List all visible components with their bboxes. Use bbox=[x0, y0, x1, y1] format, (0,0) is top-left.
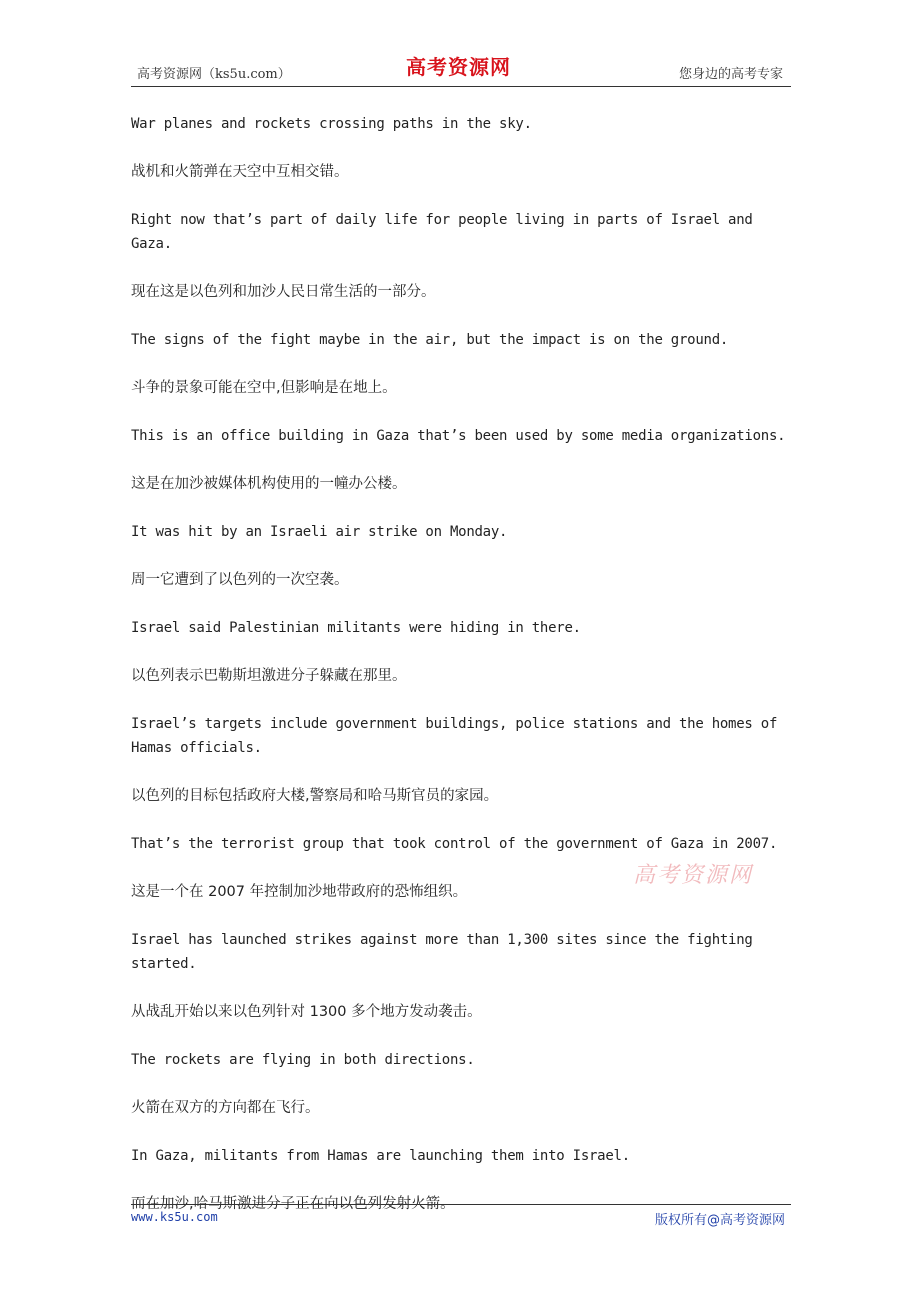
document-body bbox=[131, 112, 793, 1240]
line-zh: 这是在加沙被媒体机构使用的一幢办公楼。 bbox=[131, 476, 407, 492]
line-en: It was hit by an Israeli air strike on Monday. bbox=[131, 524, 508, 540]
line-en: Right now that’s part of daily life for people living in parts of Israel and Gaza. bbox=[131, 212, 753, 252]
line-en: War planes and rockets crossing paths in the sky. bbox=[131, 116, 532, 132]
page-header bbox=[131, 56, 791, 87]
line-en: Israel has launched strikes against more than 1,300 sites since the fighting started. bbox=[131, 932, 753, 972]
footer-website-link[interactable]: www.ks5u.com bbox=[131, 1210, 218, 1224]
line-zh: 斗争的景象可能在空中,但影响是在地上。 bbox=[131, 380, 397, 396]
line-zh: 战机和火箭弹在天空中互相交错。 bbox=[131, 164, 349, 180]
line-en: That’s the terrorist group that took control of the government of Gaza in 2007. bbox=[131, 836, 778, 852]
line-zh: 这是一个在 2007 年控制加沙地带政府的恐怖组织。 bbox=[131, 884, 468, 900]
line-zh: 现在这是以色列和加沙人民日常生活的一部分。 bbox=[131, 284, 436, 300]
line-en: Israel said Palestinian militants were hiding in there. bbox=[131, 620, 581, 636]
line-zh: 以色列表示巴勒斯坦激进分子躲藏在那里。 bbox=[131, 668, 407, 684]
header-logo: 高考资源网 bbox=[406, 55, 511, 79]
page-footer bbox=[131, 1204, 791, 1229]
header-site-name: 高考资源网（ks5u.com） bbox=[137, 67, 291, 82]
line-en: In Gaza, militants from Hamas are launching them into Israel. bbox=[131, 1148, 630, 1164]
footer-copyright: 版权所有@高考资源网 bbox=[654, 1213, 785, 1228]
line-zh: 火箭在双方的方向都在飞行。 bbox=[131, 1100, 320, 1116]
line-en: The signs of the fight maybe in the air, but the impact is on the ground. bbox=[131, 332, 729, 348]
line-zh: 以色列的目标包括政府大楼,警察局和哈马斯官员的家园。 bbox=[131, 788, 499, 804]
line-zh: 从战乱开始以来以色列针对 1300 多个地方发动袭击。 bbox=[131, 1004, 482, 1020]
line-zh: 周一它遭到了以色列的一次空袭。 bbox=[131, 572, 349, 588]
line-en: The rockets are flying in both directions. bbox=[131, 1052, 475, 1068]
line-zh: 而在加沙,哈马斯激进分子正在向以色列发射火箭。 bbox=[131, 1196, 455, 1212]
watermark-logo: 高考资源网 bbox=[633, 863, 754, 888]
line-en: This is an office building in Gaza that’s been used by some media organizations. bbox=[131, 428, 786, 444]
header-slogan: 您身边的高考专家 bbox=[678, 67, 783, 82]
line-en: Israel’s targets include government buildings, police stations and the homes of Hamas officials. bbox=[131, 716, 778, 756]
